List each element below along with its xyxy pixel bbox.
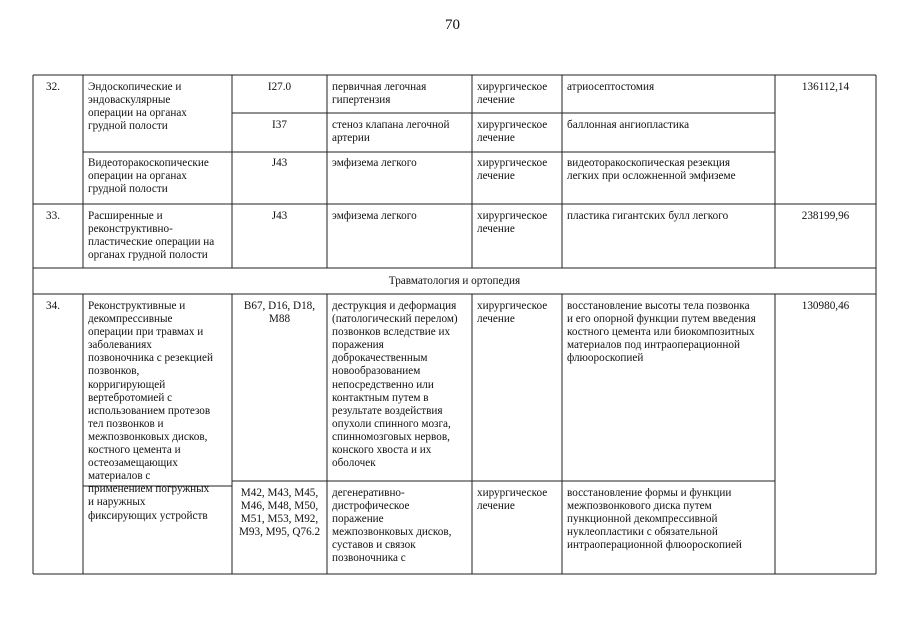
section-header: Травматология и ортопедия — [388, 275, 521, 287]
row-32-diagnosis-1: первичная легочная гипертензия — [332, 81, 427, 107]
row-32b-type: хирургическое лечение — [477, 157, 548, 183]
row-34-code-1: B67, D16, D18, M88 — [243, 300, 316, 326]
row-33-type: хирургическое лечение — [477, 210, 548, 236]
row-32-diagnosis-2: стеноз клапана легочной артерии — [332, 119, 450, 145]
row-34-type-2: хирургическое лечение — [477, 487, 548, 513]
page-number: 70 — [445, 17, 460, 33]
row-34-diagnosis-1: деструкция и деформация (патологический перелом) позвонков вследствие их поражения доброкачественным новообразованием непосредственно или контактным путем в результате воздействия опухоли спинного мозга, спинномозговых нервов, конского хвоста и их оболочек — [332, 300, 458, 470]
row-33-number: 33. — [46, 210, 60, 222]
row-34-name: Реконструктивные и декомпрессивные операции при травмах и заболеваниях позвоночника с резекцией позвонков, корригирующей вертебротомией с использованием протезов тел позвонков и межпозвонковых дисков, костного цемента и остеозамещающих материалов с применением погружных и наружных фиксирующих устройств — [88, 300, 213, 522]
row-34-number: 34. — [46, 300, 60, 312]
row-32-number: 32. — [46, 81, 60, 93]
row-32b-method: видеоторакоскопическая резекция легких при осложненной эмфиземе — [567, 157, 736, 183]
row-32-price: 136112,14 — [801, 81, 850, 93]
row-32-code-2: I37 — [272, 119, 287, 131]
row-32-method-1: атриосептостомия — [567, 81, 655, 93]
row-34-code-2: M42, M43, M45, M46, M48, M50, M51, M53, M92, M93, M95, Q76.2 — [238, 487, 321, 539]
row-33-name: Расширенные и реконструктивно- пластические операции на органах грудной полости — [88, 210, 215, 262]
row-33-code: J43 — [271, 210, 288, 222]
row-34-type-1: хирургическое лечение — [477, 300, 548, 326]
row-32-name: Эндоскопические и эндоваскулярные операции на органах грудной полости — [88, 81, 187, 133]
row-34-diagnosis-2: дегенеративно- дистрофическое поражение межпозвонковых дисков, суставов и связок позвоночника с — [332, 487, 452, 565]
row-32b-code: J43 — [271, 157, 288, 169]
row-32-code-1: I27.0 — [267, 81, 292, 93]
row-34-method-2: восстановление формы и функции межпозвонкового диска путем пункционной декомпрессивной нуклеопластики с обязательной интраоперационной флюороскопией — [567, 487, 742, 552]
row-33-method: пластика гигантских булл легкого — [567, 210, 729, 222]
row-32b-diagnosis: эмфизема легкого — [332, 157, 417, 169]
row-32b-name: Видеоторакоскопические операции на органах грудной полости — [88, 157, 209, 196]
row-32-method-2: баллонная ангиопластика — [567, 119, 690, 131]
row-34-price: 130980,46 — [801, 300, 850, 312]
row-33-price: 238199,96 — [801, 210, 850, 222]
row-32-type-2: хирургическое лечение — [477, 119, 548, 145]
row-32-type-1: хирургическое лечение — [477, 81, 548, 107]
row-34-method-1: восстановление высоты тела позвонка и его опорной функции путем введения костного цемента или биокомпозитных материалов под интраоперационной флюороскопией — [567, 300, 756, 365]
row-33-diagnosis: эмфизема легкого — [332, 210, 417, 222]
